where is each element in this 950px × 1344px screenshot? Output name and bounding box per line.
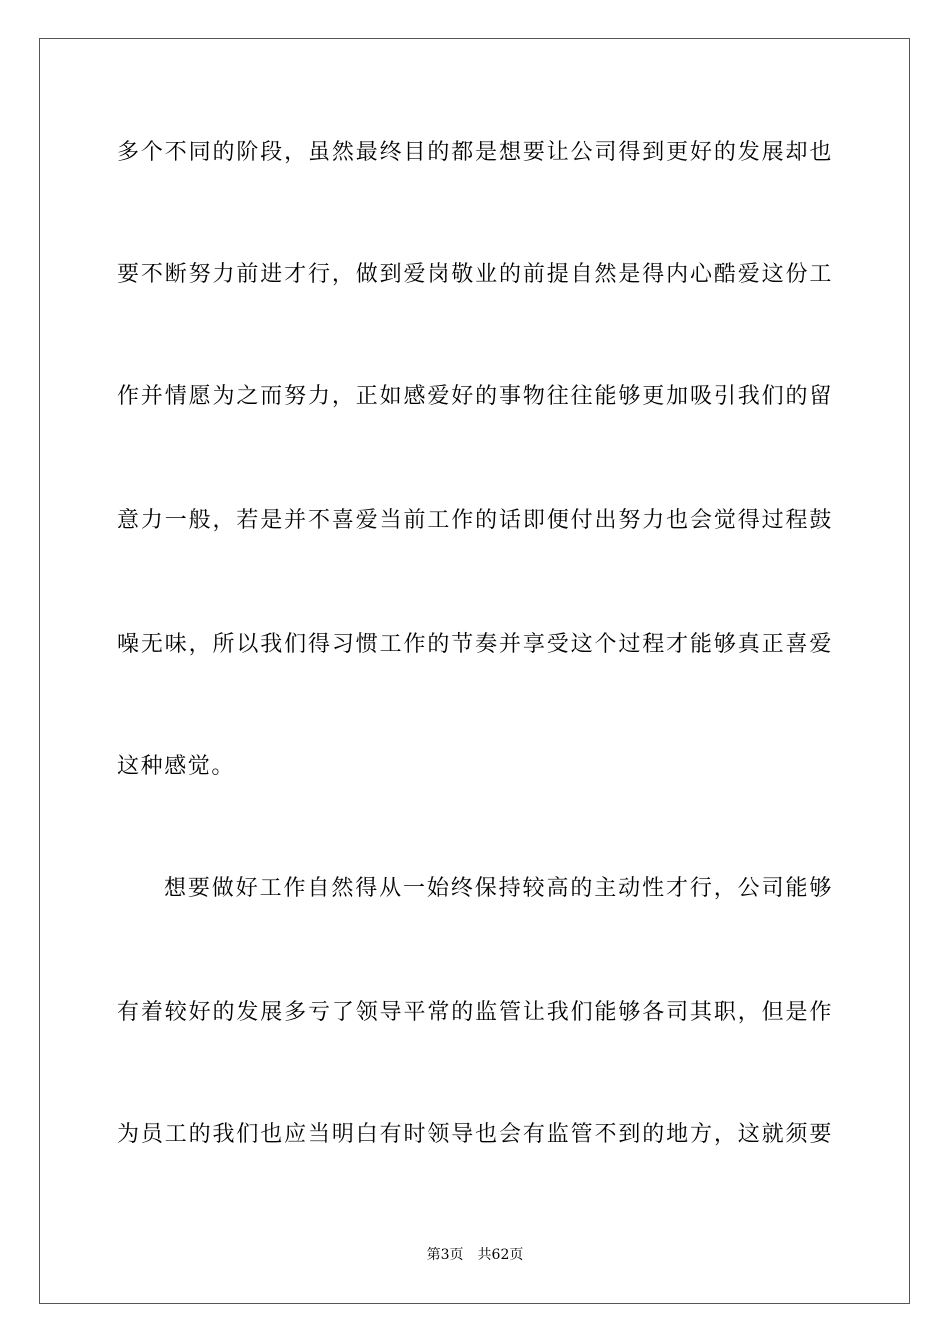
paragraph-line: 要不断努力前进才行，做到爱岗敬业的前提自然是得内心酷爱这份工 xyxy=(117,262,833,287)
paragraph-line: 有着较好的发展多亏了领导平常的监管让我们能够各司其职，但是作 xyxy=(117,1000,833,1025)
paragraph-line: 作并情愿为之而努力，正如感爱好的事物往往能够更加吸引我们的留 xyxy=(117,384,833,409)
paragraph-line: 意力一般，若是并不喜爱当前工作的话即便付出努力也会觉得过程鼓 xyxy=(117,508,833,533)
page-number: 第3页 xyxy=(426,1247,464,1263)
paragraph-line: 这种感觉。 xyxy=(117,754,236,779)
paragraph-line: 多个不同的阶段，虽然最终目的都是想要让公司得到更好的发展却也 xyxy=(117,140,833,165)
page-frame xyxy=(39,38,910,1304)
paragraph-line: 为员工的我们也应当明白有时领导也会有监管不到的地方，这就须要 xyxy=(117,1122,833,1147)
paragraph-line: 噪无味，所以我们得习惯工作的节奏并享受这个过程才能够真正喜爱 xyxy=(117,632,833,657)
page-footer xyxy=(0,1245,950,1265)
total-pages: 共62页 xyxy=(477,1247,524,1263)
paragraph-first-line: 想要做好工作自然得从一始终保持较高的主动性才行，公司能够 xyxy=(164,876,833,901)
